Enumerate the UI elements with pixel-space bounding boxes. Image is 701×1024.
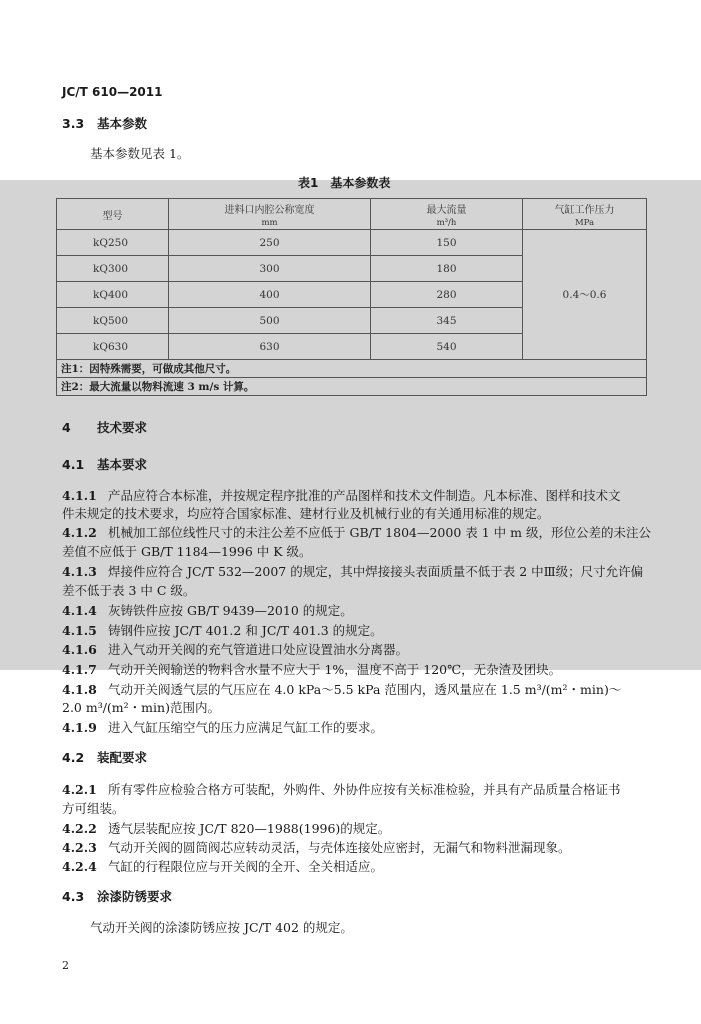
clause-text: 差不低于表 3 中 C 级。 [62, 583, 196, 598]
clause-text: 铸钢件应按 JC/T 401.2 和 JC/T 401.3 的规定。 [108, 623, 383, 638]
model-cell: kQ250 [57, 230, 169, 256]
header-unit: mm [261, 217, 278, 228]
flow-cell: 180 [371, 256, 523, 282]
width-cell: 500 [169, 308, 371, 334]
clause-text: 差值不应低于 GB/T 1184—1996 中 K 级。 [62, 544, 312, 559]
table-header-row [57, 199, 647, 230]
clause-text: 气动开关阀透气层的气压应在 4.0 kPa～5.5 kPa 范围内，透风量应在 1.5 m³/(m²・min)～ [108, 682, 622, 697]
clause-text: 2.0 m³/(m²・min)范围内。 [62, 700, 220, 715]
clause-text: 气动开关阀的圆筒阀芯应转动灵活，与壳体连接处应密封，无漏气和物料泄漏现象。 [108, 840, 571, 855]
width-cell: 300 [169, 256, 371, 282]
section-4-3-text: 气动开关阀的涂漆防锈应按 JC/T 402 的规定。 [90, 920, 353, 935]
section-4-1-title: 基本要求 [97, 457, 148, 472]
model-cell: kQ300 [57, 256, 169, 282]
model-cell: kQ400 [57, 282, 169, 308]
column-header [57, 199, 169, 230]
clause-text: 进入气动开关阀的充气管道进口处应设置油水分离器。 [108, 642, 409, 657]
table-note: 注1：因特殊需要，可做成其他尺寸。 [57, 360, 647, 378]
clause-text: 件未规定的技术要求，均应符合国家标准、建材行业及机械行业的有关通用标准的规定。 [62, 506, 550, 521]
clause-number: 4.2.2 [62, 821, 97, 836]
table-note-row [57, 360, 647, 378]
column-header [371, 199, 523, 230]
model-cell: kQ500 [57, 308, 169, 334]
clause-number: 4.1.6 [62, 642, 97, 657]
clause-number: 4.1.5 [62, 623, 97, 638]
column-header [169, 199, 371, 230]
header-label: 型号 [102, 210, 123, 222]
clause-number: 4.2.1 [62, 782, 97, 797]
header-label: 最大流量 [426, 204, 467, 216]
section-4-title: 技术要求 [97, 420, 148, 435]
clause-number: 4.1.3 [62, 564, 97, 579]
clause-number: 4.2.4 [62, 859, 97, 874]
section-4-3-title: 涂漆防锈要求 [97, 889, 173, 904]
section-4-3-number: 4.3 [62, 889, 85, 904]
width-cell: 400 [169, 282, 371, 308]
header-label: 气缸工作压力 [554, 204, 615, 216]
column-header [523, 199, 647, 230]
table-caption: 表1 基本参数表 [298, 176, 391, 190]
section-4-2-number: 4.2 [62, 750, 85, 765]
clause-text: 所有零件应检验合格方可装配，外购件、外协件应按有关标准检验，并具有产品质量合格证书 [108, 782, 621, 797]
clause-text: 气缸的行程限位应与开关阀的全开、全关相适应。 [108, 859, 384, 874]
width-cell: 630 [169, 334, 371, 360]
clause-text: 焊接件应符合 JC/T 532—2007 的规定，其中焊接接头表面质量不低于表 2 中Ⅲ级；尺寸允许偏 [108, 564, 644, 579]
clause-number: 4.1.1 [62, 488, 97, 503]
clause-number: 4.1.9 [62, 720, 97, 735]
clause-number: 4.2.3 [62, 840, 97, 855]
section-4-2-title: 装配要求 [97, 750, 148, 765]
standard-number: JC/T 610—2011 [62, 85, 163, 99]
clause-text: 机械加工部位线性尺寸的未注公差不应低于 GB/T 1804—2000 表 1 中 m 级，形位公差的未注公 [108, 525, 651, 540]
header-unit: m³/h [436, 217, 457, 228]
table-note-row [57, 378, 647, 396]
clause-text: 方可组装。 [62, 801, 125, 816]
clause-text: 产品应符合本标准，并按规定程序批准的产品图样和技术文件制造。凡本标准、图样和技术文 [108, 488, 621, 503]
section-4-1-number: 4.1 [62, 457, 85, 472]
parameter-table [56, 198, 647, 396]
flow-cell: 150 [371, 230, 523, 256]
clause-number: 4.1.7 [62, 662, 97, 677]
flow-cell: 345 [371, 308, 523, 334]
clause-text: 透气层装配应按 JC/T 820—1988(1996)的规定。 [108, 821, 391, 836]
flow-cell: 280 [371, 282, 523, 308]
clause-number: 4.1.2 [62, 525, 97, 540]
pressure-cell: 0.4～0.6 [523, 230, 647, 360]
table-row [57, 230, 647, 256]
clause-text: 灰铸铁件应按 GB/T 9439—2010 的规定。 [108, 603, 353, 618]
clause-text: 气动开关阀输送的物料含水量不应大于 1%，温度不高于 120℃，无杂渣及团块。 [108, 662, 562, 677]
header-unit: MPa [574, 217, 595, 228]
section-3-3-number: 3.3 [62, 116, 85, 131]
section-3-3-title: 基本参数 [97, 116, 148, 131]
section-4-number: 4 [62, 420, 71, 435]
header-label: 进料口内腔公称宽度 [224, 204, 315, 216]
clause-text: 进入气缸压缩空气的压力应满足气缸工作的要求。 [108, 720, 384, 735]
model-cell: kQ630 [57, 334, 169, 360]
page-number: 2 [62, 959, 69, 972]
clause-number: 4.1.8 [62, 682, 97, 697]
table-note: 注2：最大流量以物料流速 3 m/s 计算。 [57, 378, 647, 396]
section-3-3-text: 基本参数见表 1。 [90, 146, 190, 161]
flow-cell: 540 [371, 334, 523, 360]
clause-number: 4.1.4 [62, 603, 97, 618]
width-cell: 250 [169, 230, 371, 256]
